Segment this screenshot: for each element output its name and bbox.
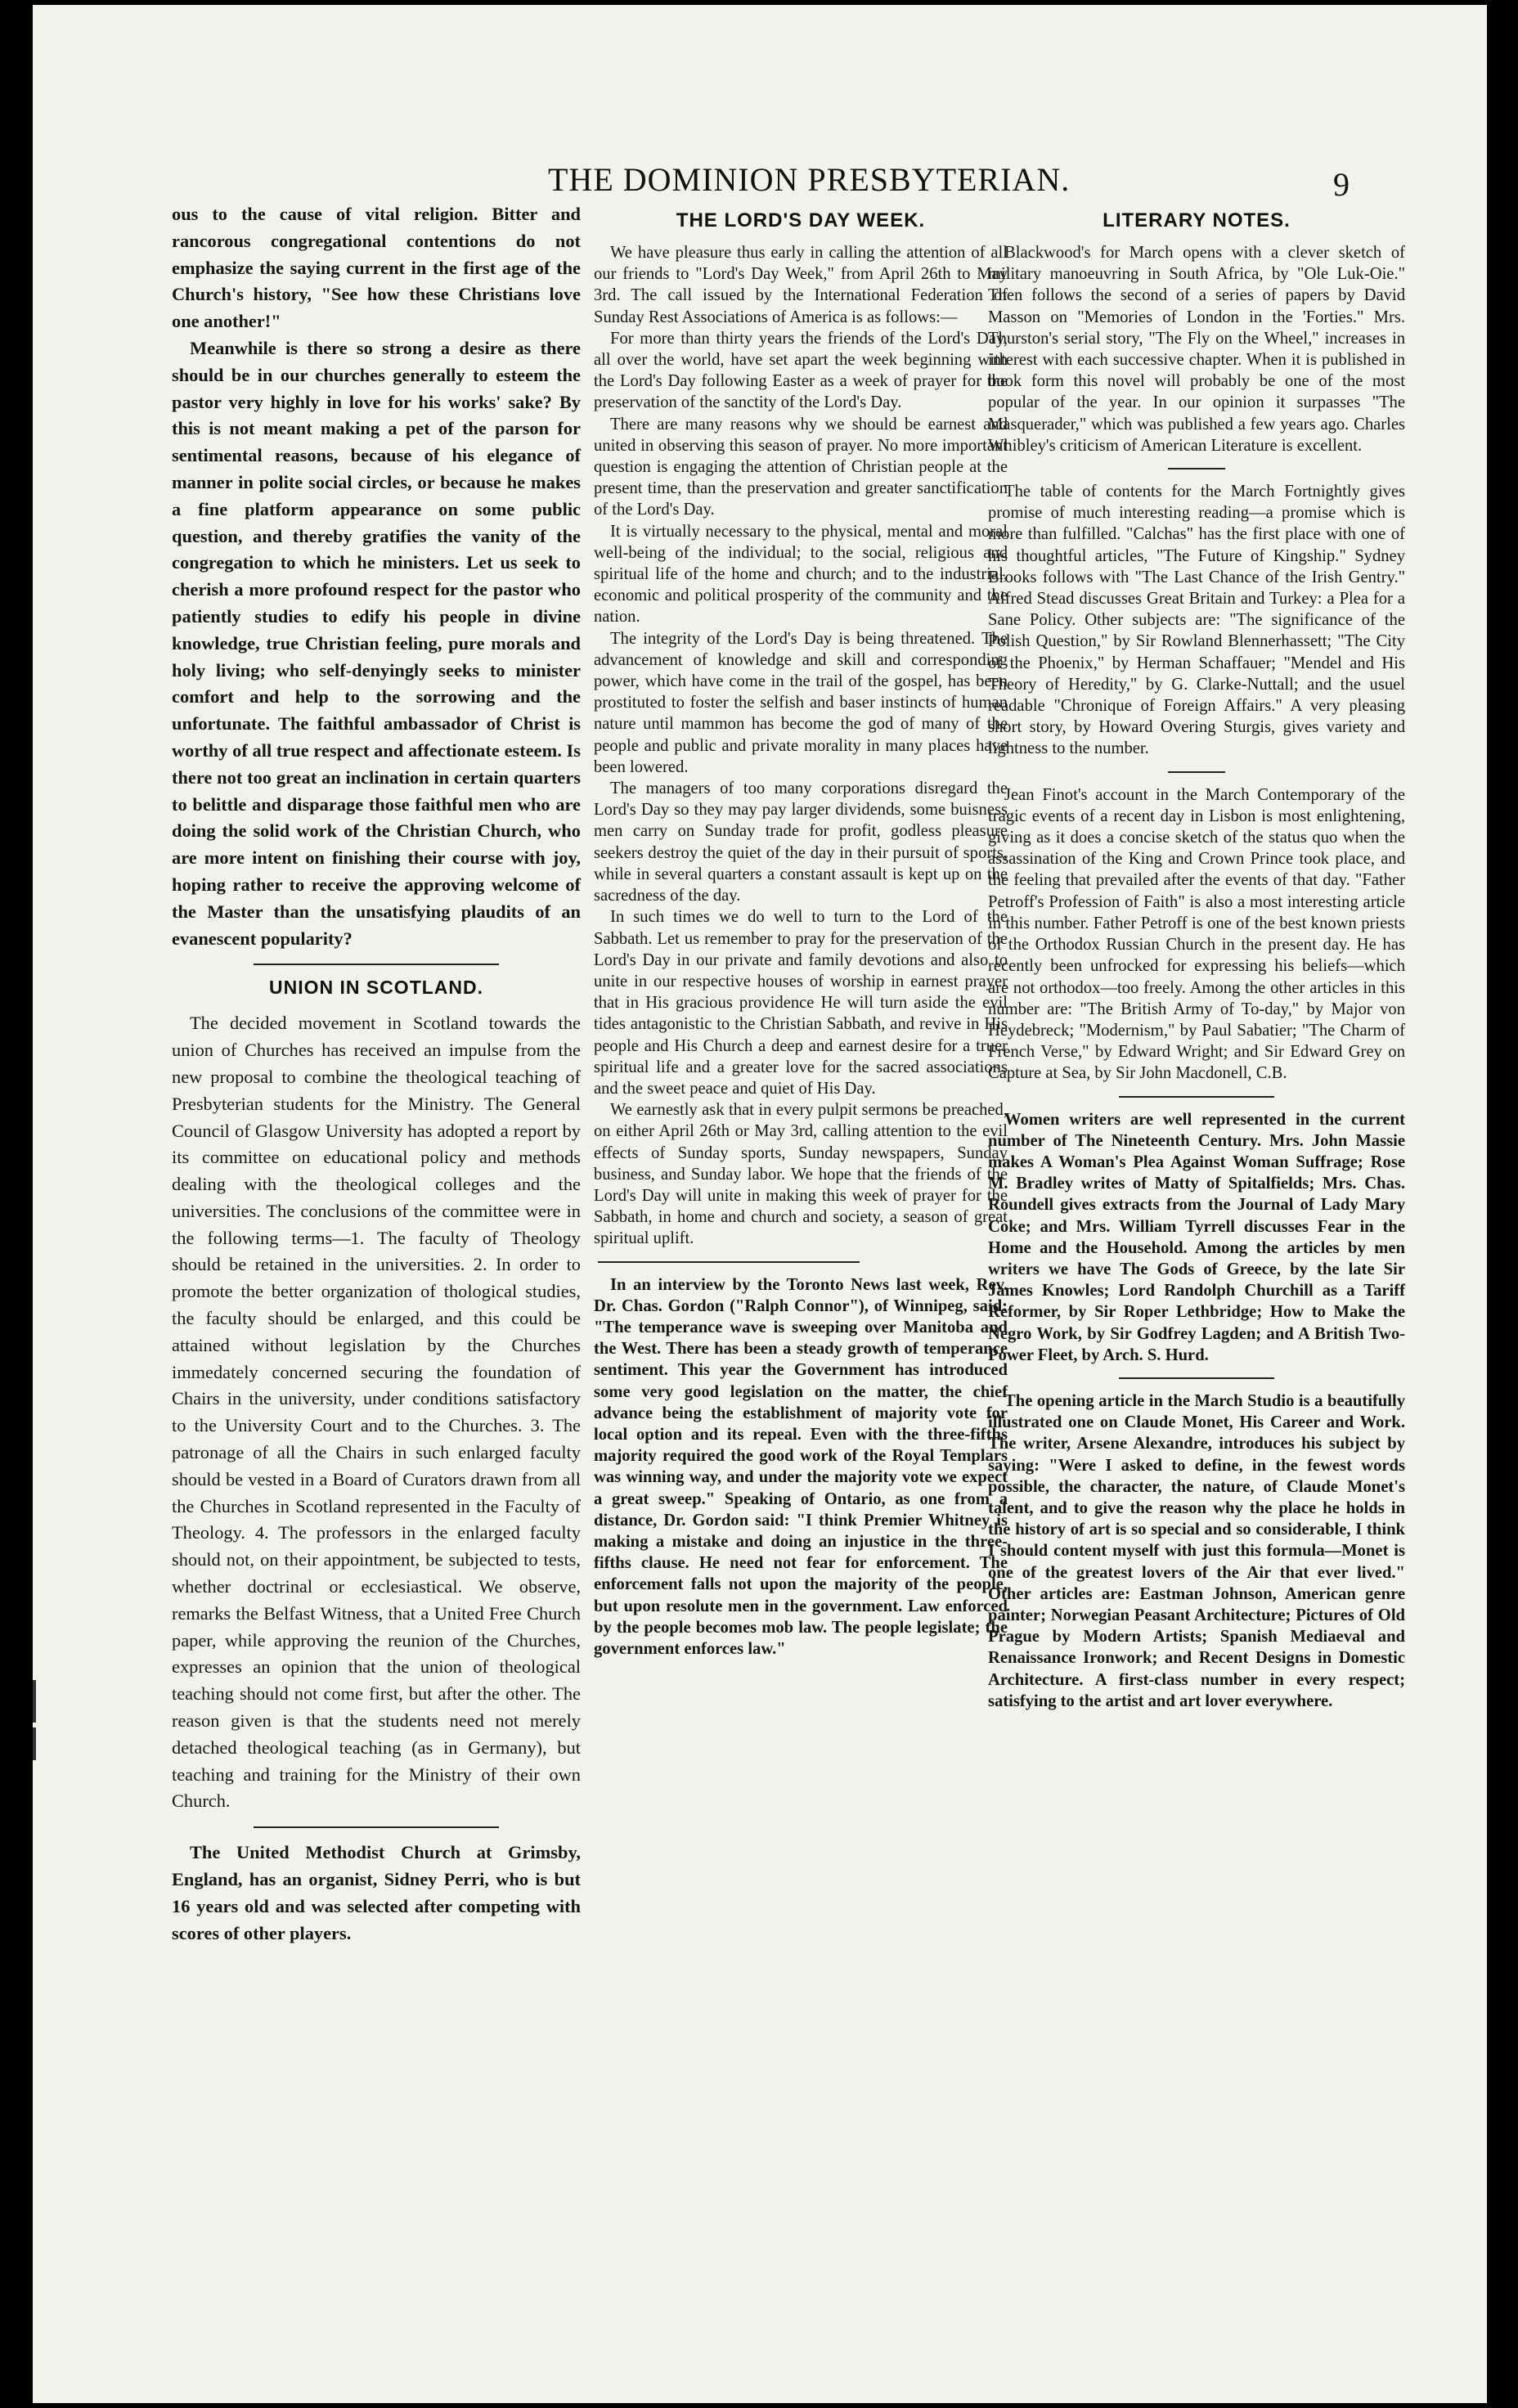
column-middle (594, 201, 1008, 1660)
paragraph-contemporary: Jean Finot's account in the March Contemporary of the tragic events of a recent day in Lisbon is most enlightening, giving as it does a concise sketch of the status quo when the assassination of the King and Crown Prince took place, and the feeling that prevailed after the events of that day. "Father Petroff's Profession of Faith" is also a most interesting article in this number. Father Petroff is one of the best known priests of the Orthodox Russian Church in the present day. He has recently been unfrocked for expressing his beliefs—which are not orthodox—too freely. Among the other articles in this number are: "The British Army of To-day," by Major von Heydebreck; "Modernism," by Paul Sabatier; "The Charm of French Verse," by Edward Wright; and Sir Edward Grey on Capture at Sea, by Sir John Macdonell, C.B. (988, 785, 1405, 1083)
margin-mark (33, 1727, 36, 1760)
page-title: THE DOMINION PRESBYTERIAN. (548, 161, 1071, 198)
paragraph: The managers of too many corporations disregard the Lord's Day so they may pay larger dividends, some buisness men carry on Sunday trade for profit, godless pleasure seekers destroy the quiet of the day in their pursuit of sports, while in several quarters a constant assault is kept up on the sacredness of the day. (594, 779, 1008, 905)
page-number: 9 (1333, 166, 1350, 203)
paragraph: For more than thirty years the friends of the Lord's Day, all over the world, have set apart the week beginning with the Lord's Day following Easter as a week of prayer for the preservation of the sanctity of the Lord's Day. (594, 329, 1008, 412)
divider (1168, 771, 1225, 773)
paragraph-blackwoods: Blackwood's for March opens with a clever sketch of military manoeuvring in South Africa, by "Ole Luk-Oie." Then follows the second of a series of papers by David Masson on "Memories of London in the 'Forties." Mrs. Thurston's serial story, "The Fly on the Wheel," increases in interest with each successive chapter. When it is published in book form this novel will probably be one of the most popular of the year. In our opinion it surpasses "The Masquerader," which was published a few years ago. Charles Whibley's criticism of American Literature is excellent. (988, 244, 1405, 455)
paragraph-union-scotland: The decided movement in Scotland towards the union of Churches has received an impulse from the new proposal to combine the theological teaching of Presbyterian students for the Ministry. The General Council of Glasgow University has adopted a report by its committee on educational policy and methods dealing with the theological colleges and the universities. The conclusions of the committee were in the following terms—1. The faculty of Theology should be retained in the universities. 2. In order to promote the better organization of thological studies, the faculty should be enlarged, and this could be attained without legislation by the Churches immedately concerned securing the foundation of Chairs in the university, under conditions satisfactory to the University Court and to the Churches. 3. The patronage of all the Chairs in such enlarged faculty should be vested in a Board of Curators drawn from all the Churches in Scotland represented in the Faculty of Theology. 4. The professors in the enlarged faculty should not, on their appointment, be subjected to tests, whether doctrinal or ecclesiastical. We observe, remarks the Belfast Witness, that a United Free Church paper, while approving the reunion of the Churches, expresses an opinion that the union of theological teaching should not come first, but after the other. The reason given is that the students need not merely detached theological teaching (as in Germany), but teaching and training for the Ministry of their own Church. (172, 1013, 581, 1812)
heading-literary-notes: LITERARY NOTES. (1103, 209, 1291, 231)
margin-mark (33, 1680, 36, 1723)
divider (1168, 468, 1225, 469)
divider (254, 964, 499, 965)
paragraph-vital-religion: ous to the cause of vital religion. Bitter and rancorous congregational contentions do not emphasize the saying current in the first age of the Church's history, "See how these Christians love one another!" (172, 204, 581, 332)
paragraph: In such times we do well to turn to the Lord of the Sabbath. Let us remember to pray for the preservation of the Lord's Day in our private and family devotions and also to unite in our respective houses of worship in earnest prayer that in His gracious providence He will turn aside the evil tides antagonistic to the Christian Sabbath, and revive in His people and His Church a deep and earnest desire for a truer spiritual life and a greater love for the sacred associations and the sweet peace and quiet of His Day. (594, 908, 1008, 1098)
paragraph-methodist-organist: The United Methodist Church at Grimsby, England, has an organist, Sidney Perri, who is but 16 years old and was selected after competing with scores of other players. (172, 1842, 581, 1943)
paragraph-nineteenth-century: Women writers are well represented in the current number of The Nineteenth Century. Mrs. John Massie makes A Woman's Plea Against Woman Suffrage; Rose M. Bradley writes of Matty of Spitalfields; Mrs. Chas. Roundell gives extracts from the Journal of Lady Mary Coke; and Mrs. William Tyrrell discusses Fear in the Home and the Household. Among the articles by men writers we have The Gods of Greece, by the late Sir James Knowles; Lord Randolph Churchill as a Tariff Reformer, by Sir Roper Lethbridge; How to Make the Negro Work, by Sir Godfrey Lagden; and A British Two-Power Fleet, by Arch. S. Hurd. (988, 1110, 1405, 1364)
divider (254, 1826, 499, 1828)
paragraph-pastor-esteem: Meanwhile is there so strong a desire as there should be in our churches generally to esteem the pastor very highly in love for his works' sake? By this is not meant making a pet of the parson for sentimental reasons, because of his elegance of manner in polite social circles, or because he makes a fine platform appearance on some public question, and thereby gratifies the vanity of the congregation to which he ministers. Let us seek to cherish a more profound respect for the pastor who patiently studies to edify his people in divine knowledge, true Christian feeling, pure morals and holy living; who self-denyingly seeks to minister comfort and help to the sorrowing and the unfortunate. The faithful ambassador of Christ is worthy of all true respect and affectionate esteem. Is there not too great an inclination in certain quarters to belittle and disparage those faithful men who are doing the solid work of the Christian Church, who are more intent on finishing their course with joy, hoping rather to receive the approving welcome of the Master than the unsatisfying plaudits of an evanescent popularity? (172, 337, 581, 949)
divider (1119, 1096, 1274, 1098)
paragraph-temperance-interview: In an interview by the Toronto News last week, Rev. Dr. Chas. Gordon ("Ralph Connor"), of Winnipeg, said: "The temperance wave is sweeping over Manitoba and the West. There has been a steady growth of temperance sentiment. This year the Government has introduced some very good legislation on the matter, the chief advance being the establishment of majority vote for local option and its repeal. Even with the three-fifths majority required the good work of the Royal Templars was winning way, and under the majority vote we expect a great sweep." Speaking of Ontario, as one from a distance, Dr. Gordon said: "I think Premier Whitney is making a mistake and doing an injustice in the three-fifths clause. He need not fear for enforcement. The enforcement falls not upon the majority of the people, but upon resolute men in the government. Law enforced by the people becomes mob law. The people legislate; the government enforces law." (594, 1275, 1008, 1658)
paragraph-studio: The opening article in the March Studio is a beautifully illustrated one on Claude Monet, His Career and Work. The writer, Arsene Alexandre, introduces his subject by saying: "Were I asked to define, in the fewest words possible, the character, the nature, of Claude Monet's talent, and to give the reason why the place he holds in the history of art is so special and so considerable, I think I should content myself with just this formula—Monet is one of the greatest lovers of the Air that ever lived." Other articles are: Eastman Johnson, American genre painter; Norwegian Peasant Architecture; Pictures of Old Prague by Modern Artists; Spanish Mediaeval and Renaissance Ironwork; and Recent Designs in Domestic Architecture. A first-class number in every respect; satisfying to the artist and art lover everywhere. (988, 1391, 1405, 1710)
paragraph: We have pleasure thus early in calling the attention of all our friends to "Lord's Day Week," from April 26th to May 3rd. The call issued by the International Federation of Sunday Rest Associations of America is as follows:— (594, 244, 1008, 326)
paragraph: There are many reasons why we should be earnest and united in observing this season of prayer. No more important question is engaging the attention of Christian people at the present time, than the preservation and greater sanctification of the Lord's Day. (594, 415, 1008, 519)
column-left (172, 201, 581, 1947)
paragraph: The integrity of the Lord's Day is being threatened. The advancement of knowledge and skill and corresponding power, which have come in the trail of the gospel, has been prostituted to foster the selfish and baser instincts of human nature until mammon has become the god of many of the people and public and private morality in many places have been lowered. (594, 629, 1008, 776)
heading-union-in-scotland: UNION IN SCOTLAND. (268, 977, 484, 999)
newspaper-page (33, 5, 1487, 2403)
paragraph: It is virtually necessary to the physical, mental and moral well-being of the individual; to the social, religious and spiritual life of the home and church; and to the industrial, economic and political prosperity of the community and the nation. (594, 522, 1008, 627)
paragraph: We earnestly ask that in every pulpit sermons be preached, on either April 26th or May 3rd, calling attention to the evil effects of Sunday sports, Sunday newspapers, Sunday business, and Sunday labor. We hope that the friends of the Lord's Day will unite in making this week of prayer for the Sabbath, in home and church and society, a season of great spiritual uplift. (594, 1101, 1008, 1248)
divider (1119, 1377, 1274, 1379)
heading-lords-day-week: THE LORD'S DAY WEEK. (676, 209, 926, 231)
divider (598, 1261, 860, 1263)
column-right (988, 201, 1405, 1712)
paragraph-fortnightly: The table of contents for the March Fortnightly gives promise of much interesting reading—a promise which is more than fulfilled. "Calchas" has the first place with one of his thoughtful articles, "The Future of Kingship." Sydney Brooks follows with "The Last Chance of the Irish Gentry." Alfred Stead discusses Great Britain and Turkey: a Plea for a Sane Policy. Other subjects are: "The significance of the Polish Question," by Sir Rowland Blennerhassett; "The City of the Phoenix," by Herman Schaffauer; "Mendel and His Theory of Heredity," by G. Clarke-Nuttall; and the usuel readable "Chronique of Foreign Affairs." A very pleasing short story, by Howard Overing Sturgis, gives variety and lightness to the number. (988, 483, 1405, 758)
